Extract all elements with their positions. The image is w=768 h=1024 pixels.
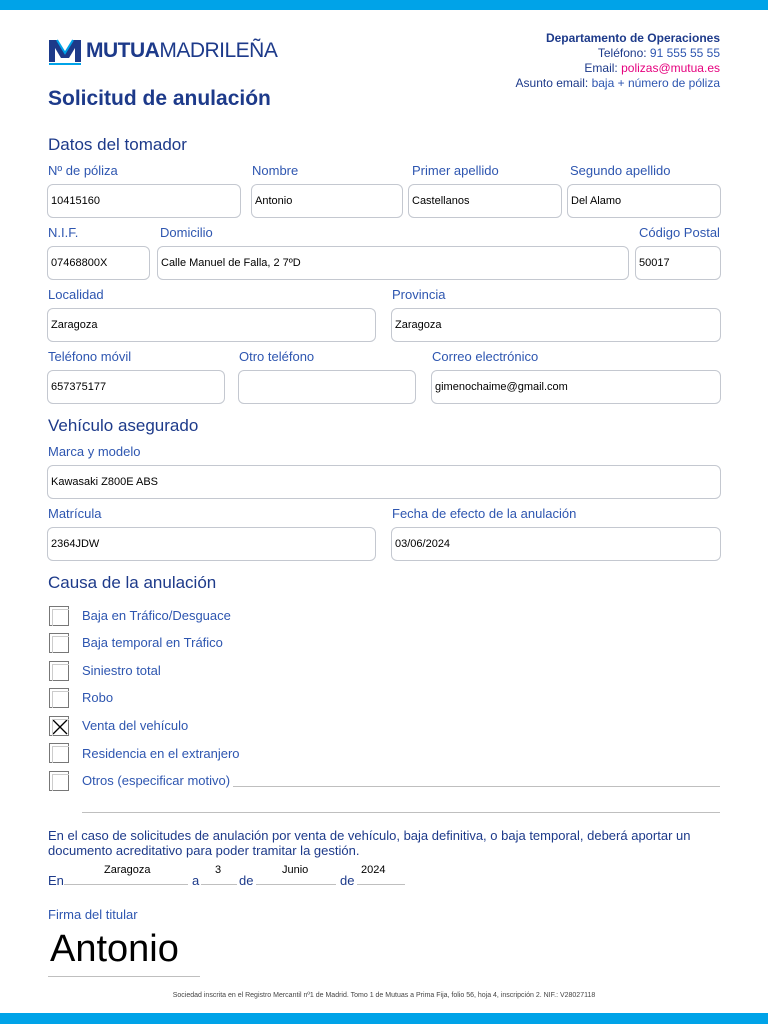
subject-label: Asunto email:: [515, 76, 589, 90]
email-link[interactable]: polizas@mutua.es: [621, 61, 720, 75]
legal-footer: Sociedad inscrita en el Registro Mercantil nº1 de Madrid. Tomo 1 de Mutuas a Prima Fija, folio 56, hoja 4, inscripción 2. NIF.: V28027118: [172, 992, 596, 999]
phone-value: 91 555 55 55: [649, 46, 720, 60]
primer-apellido-label: Primer apellido: [412, 163, 499, 178]
matricula-field[interactable]: 2364JDW: [47, 527, 376, 561]
codigo-postal-field[interactable]: 50017: [635, 246, 721, 280]
segundo-apellido-field[interactable]: Del Alamo: [567, 184, 721, 218]
otro-telefono-field[interactable]: [238, 370, 416, 404]
checkbox-label: Baja en Tráfico/Desguace: [82, 608, 231, 623]
lugar-value[interactable]: Zaragoza: [104, 864, 151, 876]
logo-wordmark: MUTUAMADRILEÑA: [86, 39, 278, 62]
dia-value[interactable]: 3: [215, 864, 222, 876]
anio-value[interactable]: 2024: [361, 864, 386, 876]
email-label: Email:: [584, 61, 618, 75]
checkbox-label: Otros (especificar motivo): [82, 773, 231, 788]
anio-line: [357, 884, 405, 885]
section-causa-heading: Causa de la anulación: [48, 573, 217, 592]
phone-label: Teléfono:: [597, 46, 647, 60]
department-name: Departamento de Operaciones: [545, 31, 720, 45]
page-title: Solicitud de anulación: [48, 87, 271, 110]
nif-label: N.I.F.: [48, 225, 79, 240]
marca-modelo-label: Marca y modelo: [48, 444, 141, 459]
poliza-label: Nº de póliza: [48, 163, 118, 178]
otros-motivo-line-1[interactable]: [233, 786, 720, 787]
section-vehiculo-heading: Vehículo asegurado: [48, 416, 199, 435]
mes-line: [256, 884, 336, 885]
provincia-field[interactable]: Zaragoza: [391, 308, 721, 342]
checkbox-baja-temporal[interactable]: [49, 633, 69, 653]
domicilio-field[interactable]: Calle Manuel de Falla, 2 7ºD: [157, 246, 629, 280]
mes-value[interactable]: Junio: [282, 864, 309, 876]
correo-field[interactable]: gimenochaime@gmail.com: [431, 370, 721, 404]
poliza-field[interactable]: 10415160: [47, 184, 241, 218]
checkbox-label: Robo: [82, 690, 114, 705]
segundo-apellido-label: Segundo apellido: [570, 163, 671, 178]
nombre-field[interactable]: Antonio: [251, 184, 403, 218]
top-accent-bar: [0, 0, 768, 10]
de2-label: de: [340, 873, 355, 888]
contact-block: [516, 31, 720, 91]
checkbox-label: Venta del vehículo: [82, 718, 189, 733]
matricula-label: Matrícula: [48, 506, 102, 521]
checkbox-siniestro-total[interactable]: [49, 661, 69, 681]
checkbox-label: Siniestro total: [82, 663, 161, 678]
domicilio-label: Domicilio: [160, 225, 213, 240]
fecha-efecto-field[interactable]: 03/06/2024: [391, 527, 721, 561]
dia-line: [201, 884, 237, 885]
nombre-label: Nombre: [252, 163, 299, 178]
otros-motivo-line-2[interactable]: [82, 812, 720, 813]
telefono-movil-label: Teléfono móvil: [48, 349, 132, 364]
checkbox-otros[interactable]: [49, 771, 69, 791]
de1-label: de: [239, 873, 254, 888]
bottom-accent-bar: [0, 1013, 768, 1024]
marca-modelo-field[interactable]: Kawasaki Z800E ABS: [47, 465, 721, 499]
codigo-postal-label: Código Postal: [639, 225, 720, 240]
checkbox-residencia-extranjero[interactable]: [49, 743, 69, 763]
checkbox-label: Baja temporal en Tráfico: [82, 635, 223, 650]
mm-logo-icon: [48, 36, 82, 66]
fecha-efecto-label: Fecha de efecto de la anulación: [392, 506, 577, 521]
primer-apellido-field[interactable]: Castellanos: [408, 184, 562, 218]
checkbox-venta-vehiculo[interactable]: [49, 716, 69, 736]
documentation-note: En el caso de solicitudes de anulación por venta de vehículo, baja definitiva, o baja temporal, deberá aportar un documento acreditativo para poder tramitar la gestión.: [48, 828, 691, 858]
signature-line: [48, 976, 200, 977]
section-tomador-heading: Datos del tomador: [48, 135, 187, 154]
lugar-line: [64, 884, 188, 885]
en-label: En: [48, 873, 64, 888]
correo-label: Correo electrónico: [432, 349, 539, 364]
a-label: a: [192, 873, 200, 888]
checkbox-baja-trafico[interactable]: [49, 606, 69, 626]
subject-value: baja + número de póliza: [591, 76, 720, 90]
checkbox-robo[interactable]: [49, 688, 69, 708]
check-x-icon: [51, 718, 69, 736]
nif-field[interactable]: 07468800X: [47, 246, 150, 280]
provincia-label: Provincia: [392, 287, 446, 302]
otro-telefono-label: Otro teléfono: [239, 349, 315, 364]
logo: [48, 36, 277, 66]
localidad-field[interactable]: Zaragoza: [47, 308, 376, 342]
signature: Antonio: [50, 928, 179, 970]
firma-label: Firma del titular: [48, 907, 138, 922]
telefono-movil-field[interactable]: 657375177: [47, 370, 225, 404]
checkbox-label: Residencia en el extranjero: [82, 746, 240, 761]
localidad-label: Localidad: [48, 287, 104, 302]
